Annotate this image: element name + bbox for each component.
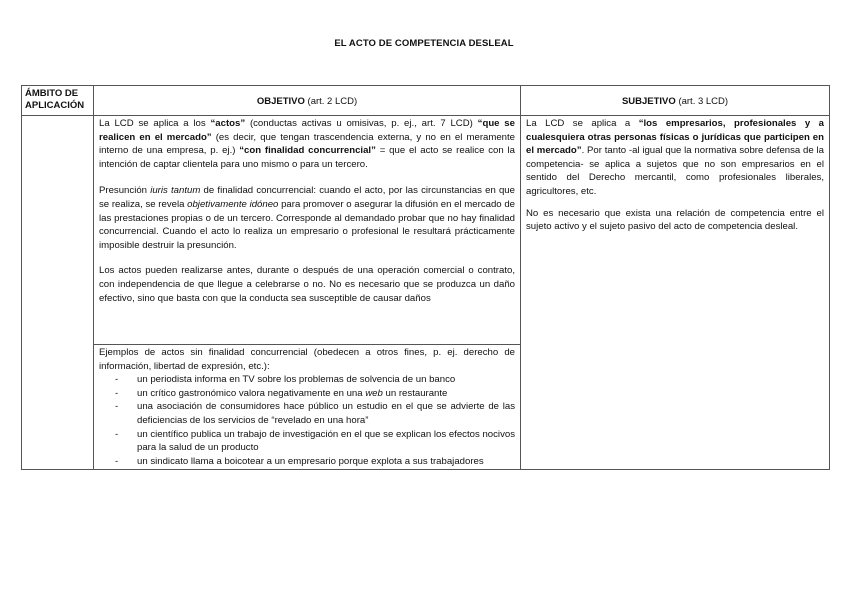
examples-cell bbox=[94, 345, 521, 470]
list-item: - un periodista informa en TV sobre los problemas de solvencia de un banco bbox=[115, 373, 515, 387]
examples-intro: Ejemplos de actos sin finalidad concurrencial (obedecen a otros fines, p. ej. derecho de información, libertad de expresión, etc.): bbox=[99, 347, 515, 372]
competencia-table bbox=[21, 85, 830, 470]
subjetivo-cell bbox=[521, 116, 830, 470]
list-item: - un científico publica un trabajo de investigación en el que se explican los efectos nocivos para la salud de un producto bbox=[115, 428, 515, 455]
list-item: - un crítico gastronómico valora negativamente en una web un restaurante bbox=[115, 387, 515, 401]
header-row bbox=[22, 86, 830, 116]
ambito-cell bbox=[22, 116, 94, 470]
header-subjetivo-ref: (art. 3 LCD) bbox=[678, 96, 729, 107]
document-title: EL ACTO DE COMPETENCIA DESLEAL bbox=[334, 38, 514, 49]
objetivo-paragraph-3: Los actos pueden realizarse antes, durante o después de una operación comercial o contrato, con independencia de que llegue a celebrarse o no. No es necesario que se produzca un daño efectivo, sino que basta con que la conducta sea susceptible de causar daños bbox=[99, 265, 515, 304]
header-ambito-line2: APLICACIÓN bbox=[25, 100, 85, 111]
header-objetivo bbox=[94, 86, 521, 116]
header-ambito bbox=[22, 86, 94, 116]
subjetivo-paragraph-2: No es necesario que exista una relación de competencia entre el sujeto activo y el sujeto pasivo del acto de competencia desleal. bbox=[526, 207, 824, 233]
subjetivo-paragraph-1: La LCD se aplica a “los empresarios, profesionales y a cualesquiera otras personas físicas o jurídicas que participen en el mercado”. Por tanto -al igual que la normativa sobre defensa de la competencia- se aplica a sujetos que no son empresarios en el sentido del Derecho mercantil, como profesionales liberales, agricultores, etc. bbox=[526, 118, 824, 197]
header-subjetivo-label: SUBJETIVO bbox=[621, 96, 676, 107]
header-subjetivo bbox=[521, 86, 830, 116]
list-item: - una asociación de consumidores hace público un estudio en el que se advierte de las deficiencias de los servicios de “revelado en una hora” bbox=[115, 400, 515, 427]
objetivo-paragraph-2: Presunción iuris tantum de finalidad concurrencial: cuando el acto, por las circunstancias en que se realiza, se revela objetivamente idóneo para promover o asegurar la difusión en el mercado de las prestaciones propias o de un tercero. Corresponde al demandado probar que no hay finalidad concurrencial. Cuando el acto lo realiza un empresario o profesional le resultará prácticamente imposible destruir la presunción. bbox=[99, 185, 516, 251]
header-objetivo-label: OBJETIVO bbox=[256, 96, 305, 107]
header-ambito-line1: ÁMBITO DE bbox=[25, 88, 79, 99]
objetivo-paragraph-1: La LCD se aplica a los “actos” (conductas activas u omisivas, p. ej., art. 7 LCD) “que se realicen en el mercado” (es decir, que tengan trascendencia externa, y no en el meramente interno de una empresa, p. ej.) “con finalidad concurrencial” = que el acto se realice con la intención de captar clientela para uno mismo o para un tercero. bbox=[99, 118, 516, 170]
examples-list bbox=[99, 373, 515, 468]
header-objetivo-ref: (art. 2 LCD) bbox=[307, 96, 358, 107]
list-item: - un sindicato llama a boicotear a un empresario porque explota a sus trabajadores bbox=[115, 455, 515, 469]
content-row bbox=[22, 116, 830, 345]
objetivo-cell bbox=[94, 116, 521, 345]
